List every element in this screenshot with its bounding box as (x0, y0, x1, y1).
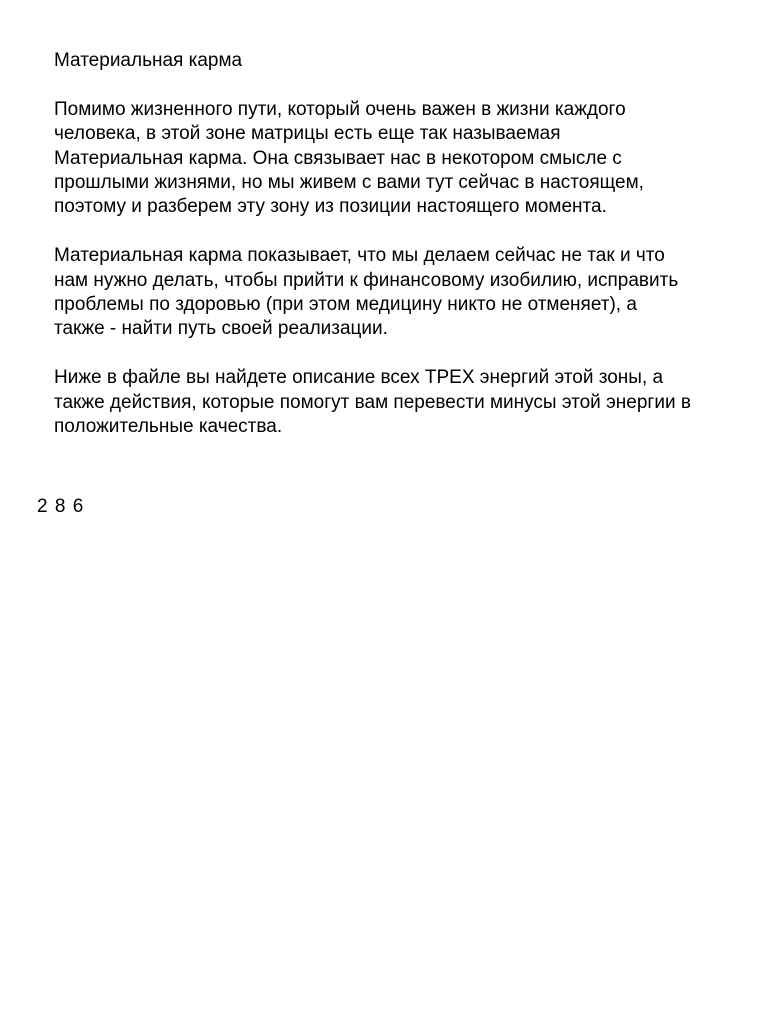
paragraph-3 (54, 342, 754, 440)
paragraph-line: также - найти путь своей реализации. (54, 318, 388, 340)
paragraph-line: Материальная карма показывает, что мы делаем сейчас не так и что (54, 245, 665, 267)
paragraph-1 (54, 73, 754, 219)
paragraph-line: Ниже в файле вы найдете описание всех ТРЕХ энергий этой зоны, а (54, 367, 664, 389)
document-body (54, 49, 754, 439)
paragraph-line: также действия, которые помогут вам перевести минусы этой энергии в (54, 391, 691, 413)
paragraph-line: проблемы по здоровью (при этом медицину никто не отменяет), а (54, 294, 637, 316)
paragraph-line: человека, в этой зоне матрицы есть еще так называемая (54, 123, 561, 145)
paragraph-line: прошлыми жизнями, но мы живем с вами тут сейчас в настоящем, (54, 172, 644, 194)
page-number: 2 8 6 (37, 496, 85, 517)
paragraph-line: положительные качества. (54, 416, 283, 438)
paragraph-line: нам нужно делать, чтобы прийти к финансовому изобилию, исправить (54, 269, 679, 291)
paragraph-line: Помимо жизненного пути, который очень важен в жизни каждого (54, 98, 626, 120)
paragraph-line: поэтому и разберем эту зону из позиции настоящего момента. (54, 196, 607, 218)
document-title: Материальная карма (54, 50, 243, 71)
paragraph-2 (54, 220, 754, 342)
paragraph-line: Материальная карма. Она связывает нас в некотором смысле с (54, 147, 622, 169)
